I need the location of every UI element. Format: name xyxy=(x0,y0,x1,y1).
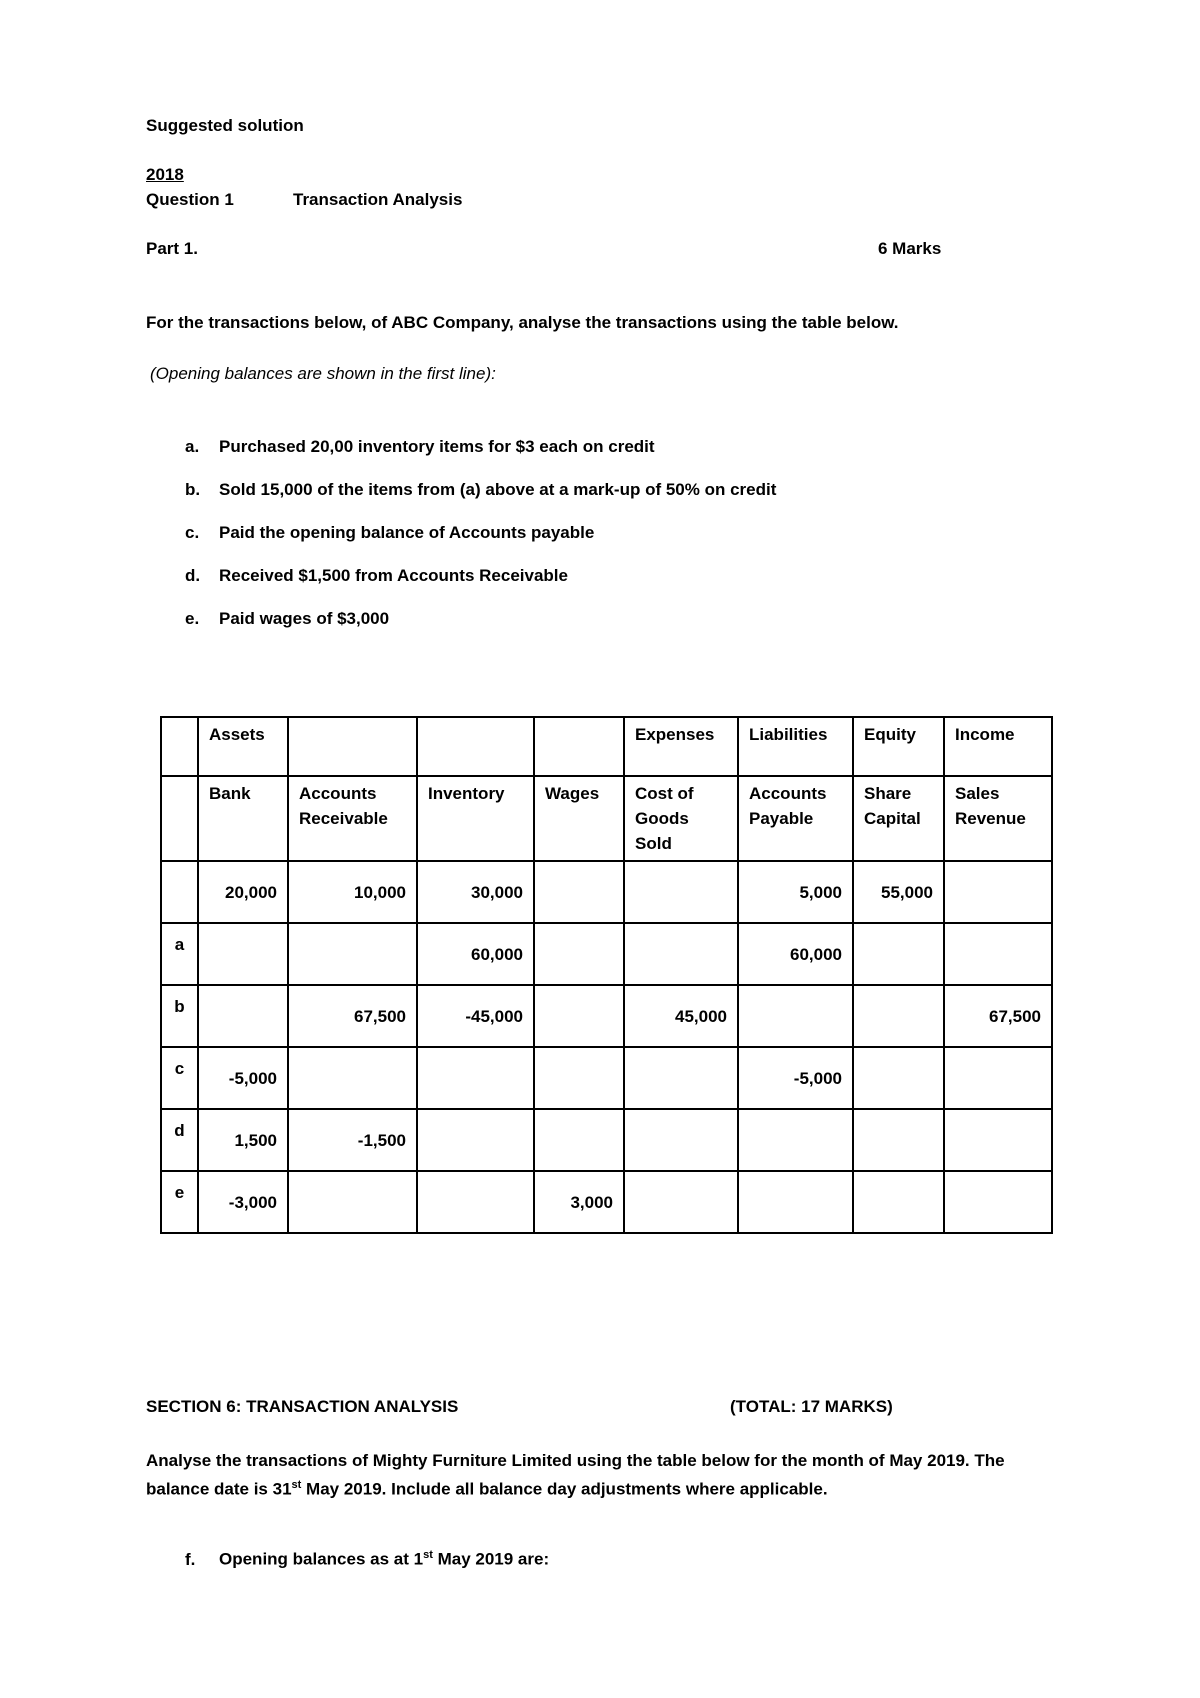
table-cell xyxy=(624,923,738,985)
table-cell xyxy=(288,923,417,985)
table-cell: -1,500 xyxy=(288,1109,417,1171)
intro-sup: st xyxy=(291,1479,302,1491)
list-item xyxy=(185,480,776,500)
table-cell: 10,000 xyxy=(288,861,417,923)
column-header: Bank xyxy=(198,776,288,861)
table-cell: -45,000 xyxy=(417,985,534,1047)
year: 2018 xyxy=(146,165,184,184)
list-item xyxy=(185,437,655,457)
table-cell xyxy=(738,1109,853,1171)
table-cell: 60,000 xyxy=(417,923,534,985)
table-cell xyxy=(534,861,624,923)
table-cell xyxy=(198,985,288,1047)
group-header: Income xyxy=(944,717,1052,776)
item-label: e. xyxy=(185,609,200,628)
item-label: b. xyxy=(185,480,201,499)
item-text: Paid wages of $3,000 xyxy=(219,609,390,628)
table-cell xyxy=(198,923,288,985)
table-cell xyxy=(288,1171,417,1233)
table-cell xyxy=(417,1109,534,1171)
marks: 6 Marks xyxy=(878,239,942,258)
table-cell xyxy=(624,1109,738,1171)
table-cell xyxy=(853,1047,944,1109)
list-item xyxy=(185,609,389,629)
section-total: (TOTAL: 17 MARKS) xyxy=(730,1397,893,1416)
item-text: Sold 15,000 of the items from (a) above at a mark-up of 50% on credit xyxy=(219,480,777,499)
item-label: f. xyxy=(185,1549,196,1569)
item-text: Paid the opening balance of Accounts payable xyxy=(219,523,595,542)
table-cell: 67,500 xyxy=(288,985,417,1047)
table-cell: 1,500 xyxy=(198,1109,288,1171)
group-header: Equity xyxy=(853,717,944,776)
table-cell: 60,000 xyxy=(738,923,853,985)
table-cell xyxy=(417,1047,534,1109)
note: (Opening balances are shown in the first line): xyxy=(150,364,496,383)
table-cell xyxy=(944,861,1052,923)
table-cell xyxy=(944,923,1052,985)
table-cell xyxy=(624,1171,738,1233)
table-row xyxy=(161,985,1052,1047)
intro-text-end: May 2019. Include all balance day adjustments where applicable. xyxy=(301,1479,828,1499)
list-item xyxy=(185,1549,549,1570)
row-label: d xyxy=(161,1109,198,1171)
intro-text: Analyse the transactions of Mighty Furniture Limited using the table below for the month of May 2019. The balance date is 31 xyxy=(146,1451,1005,1499)
list-item xyxy=(185,523,594,543)
table-cell xyxy=(624,1047,738,1109)
table-cell xyxy=(738,985,853,1047)
group-header: Assets xyxy=(198,717,288,776)
table-cell xyxy=(853,923,944,985)
table-cell xyxy=(288,1047,417,1109)
table-cell xyxy=(944,1171,1052,1233)
item-label: c. xyxy=(185,523,200,542)
column-header-row xyxy=(161,776,1052,861)
instruction: For the transactions below, of ABC Company, analyse the transactions using the table below. xyxy=(146,313,899,332)
row-label: c xyxy=(161,1047,198,1109)
table-row xyxy=(161,1109,1052,1171)
list-item xyxy=(185,566,568,586)
table-cell: 55,000 xyxy=(853,861,944,923)
table-cell xyxy=(944,1109,1052,1171)
table-cell xyxy=(534,1047,624,1109)
table-cell xyxy=(944,1047,1052,1109)
group-header: Liabilities xyxy=(738,717,853,776)
table-cell xyxy=(534,1109,624,1171)
group-header xyxy=(288,717,417,776)
table-cell xyxy=(738,1171,853,1233)
group-header xyxy=(161,717,198,776)
table-cell: -5,000 xyxy=(198,1047,288,1109)
transaction-table xyxy=(160,716,1053,1234)
table-cell xyxy=(534,923,624,985)
column-header: Cost of Goods Sold xyxy=(624,776,738,861)
question-title: Transaction Analysis xyxy=(293,190,463,209)
column-header xyxy=(161,776,198,861)
row-label xyxy=(161,861,198,923)
table-cell: 5,000 xyxy=(738,861,853,923)
item-sup: st xyxy=(423,1549,433,1561)
table-cell xyxy=(624,861,738,923)
table-cell: 67,500 xyxy=(944,985,1052,1047)
question-number: Question 1 xyxy=(146,190,234,209)
table-cell: 30,000 xyxy=(417,861,534,923)
group-header xyxy=(417,717,534,776)
column-header: Wages xyxy=(534,776,624,861)
table-cell: 20,000 xyxy=(198,861,288,923)
item-text-end: May 2019 are: xyxy=(432,1549,550,1569)
column-header: Accounts Receivable xyxy=(288,776,417,861)
table-row xyxy=(161,1171,1052,1233)
table-cell xyxy=(853,985,944,1047)
section-intro xyxy=(146,1449,1046,1502)
table-cell: -3,000 xyxy=(198,1171,288,1233)
column-header: Accounts Payable xyxy=(738,776,853,861)
column-header: Sales Revenue xyxy=(944,776,1052,861)
row-label: e xyxy=(161,1171,198,1233)
table-cell xyxy=(853,1171,944,1233)
item-label: d. xyxy=(185,566,201,585)
section-title: SECTION 6: TRANSACTION ANALYSIS xyxy=(146,1397,459,1416)
column-header: Inventory xyxy=(417,776,534,861)
item-text: Opening balances as at 1 xyxy=(219,1549,424,1569)
table-cell xyxy=(417,1171,534,1233)
row-label: a xyxy=(161,923,198,985)
group-header: Expenses xyxy=(624,717,738,776)
group-header xyxy=(534,717,624,776)
table-row xyxy=(161,923,1052,985)
part-label: Part 1. xyxy=(146,239,198,258)
item-label: a. xyxy=(185,437,200,456)
item-text: Received $1,500 from Accounts Receivable xyxy=(219,566,568,585)
table-cell: 3,000 xyxy=(534,1171,624,1233)
table-row xyxy=(161,861,1052,923)
table-cell: -5,000 xyxy=(738,1047,853,1109)
table-row xyxy=(161,1047,1052,1109)
table-cell xyxy=(534,985,624,1047)
table-cell: 45,000 xyxy=(624,985,738,1047)
table-cell xyxy=(853,1109,944,1171)
item-text: Purchased 20,00 inventory items for $3 each on credit xyxy=(219,437,655,456)
column-header: Share Capital xyxy=(853,776,944,861)
group-header-row xyxy=(161,717,1052,776)
row-label: b xyxy=(161,985,198,1047)
heading: Suggested solution xyxy=(146,116,304,135)
